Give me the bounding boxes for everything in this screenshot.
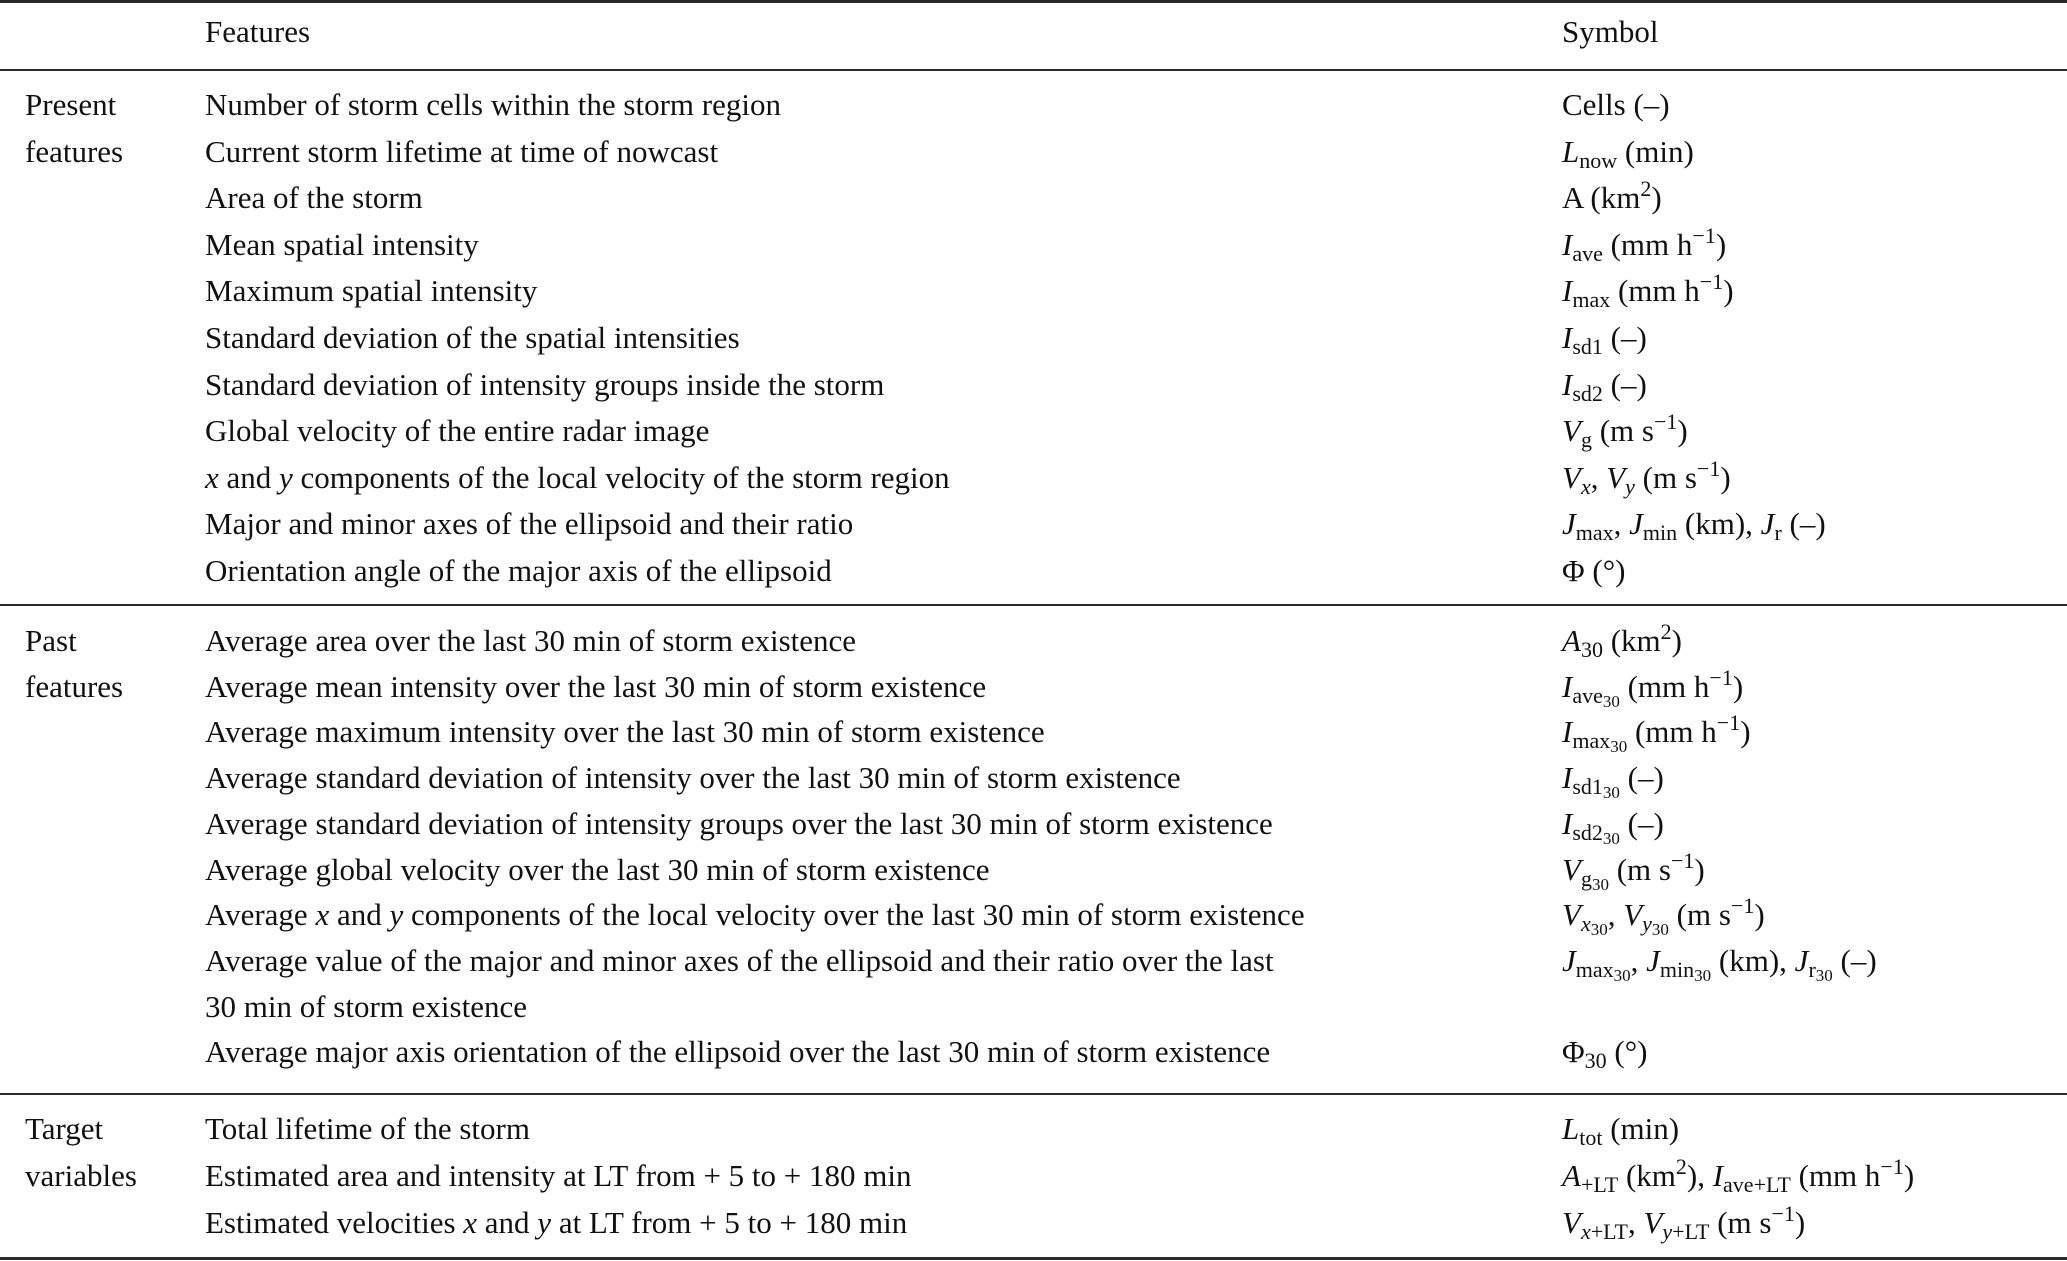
header-features: Features — [205, 14, 311, 49]
feature-symbol: $V_x$, $V_y$ (m $s^{-1}$) — [1562, 455, 1731, 499]
feature-description: Standard deviation of the spatial intensities — [205, 320, 740, 355]
feature-description: Total lifetime of the storm — [205, 1111, 530, 1146]
feature-description: Average value of the major and minor axes of the ellipsoid and their ratio over the last — [205, 942, 1274, 978]
feature-description: Orientation angle of the major axis of the ellipsoid — [205, 553, 832, 588]
feature-symbol: $A_{+LT}$ $(km^2)$, $I_{ave+LT}$ (mm $h^{-1}$) — [1562, 1153, 1915, 1197]
section-label: Past — [25, 623, 77, 658]
top-rule — [0, 0, 2067, 3]
feature-description: Average area over the last 30 min of storm existence — [205, 623, 857, 658]
bottom-rule — [0, 1257, 2067, 1260]
feature-description: Average standard deviation of intensity over the last 30 min of storm existence — [205, 760, 1181, 796]
feature-symbol: $J_{max_{30}}$, $J_{min_{30}}$ (km), $J_{r_{30}}$ (–) — [1562, 942, 1877, 985]
feature-symbol: $I_{max_{30}}$ (mm $h^{-1}$) — [1562, 710, 1751, 757]
feature-description: x and y components of the local velocity of the storm region — [205, 459, 950, 495]
header-symbol: Symbol — [1562, 14, 1659, 49]
feature-description: Current storm lifetime at time of nowcast — [205, 133, 719, 169]
feature-symbol: Φ (°) — [1562, 553, 1626, 588]
feature-description: Average major axis orientation of the ellipsoid over the last 30 min of storm existence — [205, 1034, 1271, 1070]
section-rule-past-target — [0, 1093, 2067, 1095]
section-label: Target — [25, 1111, 104, 1146]
feature-symbol: $A_{30}$ $(km^2)$ — [1562, 619, 1682, 662]
section-label: features — [25, 133, 124, 169]
feature-symbol: $I_{sd1}$ (–) — [1562, 320, 1647, 359]
feature-symbol: $J_{max}$, $J_{min}$ (km), $J_r$ (–) — [1562, 506, 1826, 546]
feature-symbol: $I_{max}$ (mm $h^{-1}$) — [1562, 269, 1734, 313]
feature-symbol: $I_{sd2_{30}}$ (–) — [1562, 805, 1664, 848]
feature-description: Average mean intensity over the last 30 min of storm existence — [205, 668, 987, 704]
feature-symbol: $I_{ave_{30}}$ (mm $h^{-1}$) — [1562, 664, 1744, 711]
feature-description: Major and minor axes of the ellipsoid and their ratio — [205, 506, 854, 542]
feature-symbol: $I_{sd1_{30}}$ (–) — [1562, 760, 1664, 803]
feature-description: Average global velocity over the last 30 min of storm existence — [205, 851, 990, 887]
feature-description: Mean spatial intensity — [205, 226, 479, 262]
feature-description: Number of storm cells within the storm region — [205, 87, 781, 122]
feature-symbol: $\Phi_{30}$ (°) — [1562, 1034, 1648, 1074]
feature-description: Average standard deviation of intensity groups over the last 30 min of storm existence — [205, 805, 1273, 841]
feature-description-continued: 30 min of storm existence — [205, 988, 527, 1024]
feature-description: Average maximum intensity over the last 30 min of storm existence — [205, 714, 1045, 750]
feature-symbol: A $(km^2)$ — [1562, 176, 1662, 216]
feature-symbol: Cells (–) — [1562, 87, 1670, 122]
section-label: Present — [25, 87, 117, 122]
feature-symbol: $V_{x+LT}$, $V_{y+LT}$ (m $s^{-1}$) — [1562, 1200, 1806, 1244]
feature-description: Standard deviation of intensity groups inside the storm — [205, 366, 885, 402]
feature-description: Estimated area and intensity at LT from + 5 to + 180 min — [205, 1157, 912, 1193]
section-label: variables — [25, 1157, 137, 1193]
section-label: features — [25, 668, 124, 704]
feature-description: Average x and y components of the local velocity over the last 30 min of storm existence — [205, 897, 1305, 933]
feature-symbol: $V_{x_{30}}$, $V_{y_{30}}$ (m $s^{-1}$) — [1562, 893, 1765, 940]
feature-symbol: $L_{tot}$ (min) — [1562, 1111, 1680, 1150]
feature-description: Area of the storm — [205, 180, 423, 216]
feature-symbol: $I_{sd2}$ (–) — [1562, 366, 1647, 406]
section-rule-present-past — [0, 604, 2067, 606]
feature-description: Global velocity of the entire radar image — [205, 413, 710, 449]
feature-symbol: $L_{now}$ (min) — [1562, 133, 1694, 173]
feature-symbol: $I_{ave}$ (mm $h^{-1}$) — [1562, 222, 1727, 266]
feature-description: Estimated velocities x and y at LT from + 5 to + 180 min — [205, 1204, 908, 1240]
feature-symbol: $V_{g_{30}}$ (m $s^{-1}$) — [1562, 847, 1705, 894]
feature-symbol: $V_g$ (m $s^{-1}$) — [1562, 409, 1688, 453]
feature-description: Maximum spatial intensity — [205, 273, 538, 309]
header-rule — [0, 69, 2067, 71]
